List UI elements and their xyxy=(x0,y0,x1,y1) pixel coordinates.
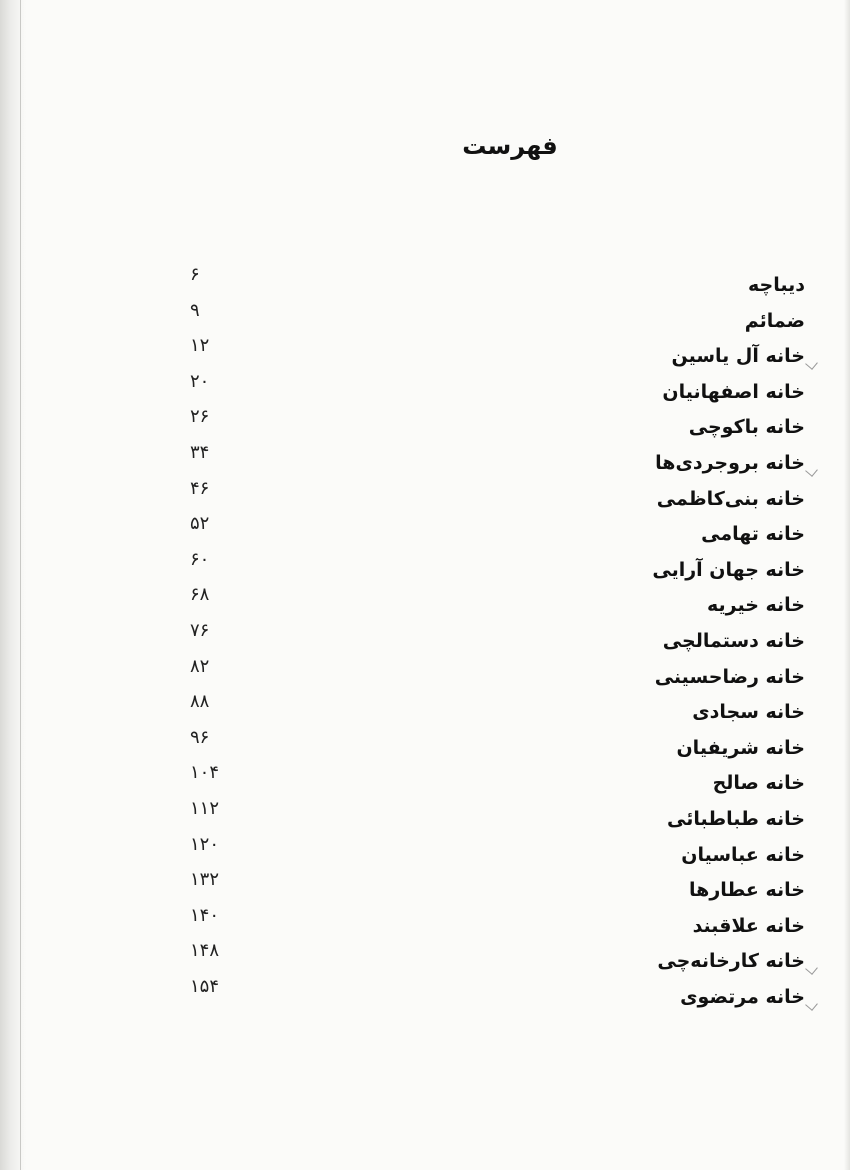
toc-page-number: ۲۶ xyxy=(190,406,210,427)
toc-entry-title: خانه دستمالچی xyxy=(662,630,805,652)
toc-row xyxy=(0,762,850,798)
toc-row xyxy=(0,940,850,976)
toc-row xyxy=(0,656,850,692)
toc-row xyxy=(0,300,850,336)
toc-row xyxy=(0,549,850,585)
toc-page-number: ۸۲ xyxy=(190,656,210,677)
toc-page-number: ۱۳۲ xyxy=(190,869,220,890)
toc-entry-title: خانه عباسیان xyxy=(681,844,805,866)
toc-page-number: ۱۴۸ xyxy=(190,940,220,961)
toc-page-number: ۶ xyxy=(190,264,200,285)
toc-page-number: ۶۸ xyxy=(190,584,210,605)
toc-entry-title: خانه بنی‌کاظمی xyxy=(656,488,805,510)
toc-entry-title: خانه علاقبند xyxy=(692,915,805,937)
toc-entry-title: خانه آل یاسین xyxy=(671,345,805,367)
toc-entry-title: خانه خیریه xyxy=(706,594,805,616)
toc-page-number: ۳۴ xyxy=(190,442,210,463)
toc-entry-title: خانه سجادی xyxy=(692,701,805,723)
toc-entry-title: خانه باکوچی xyxy=(688,416,805,438)
toc-entry-title: خانه صالح xyxy=(712,772,805,794)
pencil-check-mark xyxy=(805,962,818,975)
toc-row xyxy=(0,834,850,870)
pencil-check-mark xyxy=(805,998,818,1011)
toc-entry-title: خانه کارخانه‌چی xyxy=(657,950,805,972)
toc-row xyxy=(0,335,850,371)
toc-row xyxy=(0,442,850,478)
toc-row xyxy=(0,798,850,834)
toc-row xyxy=(0,620,850,656)
toc-entry-title: خانه عطارها xyxy=(689,879,805,901)
toc-entry-title: خانه جهان آرایی xyxy=(652,559,805,581)
toc-page-number: ۴۶ xyxy=(190,478,210,499)
toc-page-number: ۹ xyxy=(190,300,200,321)
toc-entry-title: خانه اصفهانیان xyxy=(662,381,805,403)
toc-page-number: ۸۸ xyxy=(190,691,210,712)
toc-row xyxy=(0,513,850,549)
pencil-check-mark xyxy=(805,357,818,370)
pencil-check-mark xyxy=(805,464,818,477)
toc-page-number: ۱۰۴ xyxy=(190,762,220,783)
toc-row xyxy=(0,727,850,763)
toc-row xyxy=(0,371,850,407)
toc-row xyxy=(0,478,850,514)
toc-page-number: ۹۶ xyxy=(190,727,210,748)
toc-row xyxy=(0,691,850,727)
toc-page-number: ۱۱۲ xyxy=(190,798,220,819)
toc-entry-title: دیباچه xyxy=(748,274,805,296)
toc-page-number: ۲۰ xyxy=(190,371,210,392)
toc-entry-title: خانه طباطبائی xyxy=(666,808,805,830)
toc-row xyxy=(0,406,850,442)
toc-entry-title: خانه بروجردی‌ها xyxy=(655,452,805,474)
toc-entry-title: خانه شریفیان xyxy=(676,737,805,759)
toc-row xyxy=(0,976,850,1012)
toc-page-number: ۶۰ xyxy=(190,549,210,570)
toc-page-number: ۱۴۰ xyxy=(190,905,220,926)
toc-page-number: ۱۵۴ xyxy=(190,976,220,997)
toc-row xyxy=(0,584,850,620)
toc-entry-title: ضمائم xyxy=(744,310,805,332)
page-title: فهرست xyxy=(462,132,558,160)
toc-page-number: ۱۲ xyxy=(190,335,210,356)
toc-row xyxy=(0,905,850,941)
table-of-contents xyxy=(0,264,850,1024)
toc-entry-title: خانه رضاحسینی xyxy=(654,666,805,688)
toc-row xyxy=(0,869,850,905)
toc-page-number: ۷۶ xyxy=(190,620,210,641)
toc-row xyxy=(0,264,850,300)
toc-entry-title: خانه تهامی xyxy=(701,523,805,545)
toc-page-number: ۱۲۰ xyxy=(190,834,220,855)
toc-entry-title: خانه مرتضوی xyxy=(680,986,805,1008)
toc-page-number: ۵۲ xyxy=(190,513,210,534)
